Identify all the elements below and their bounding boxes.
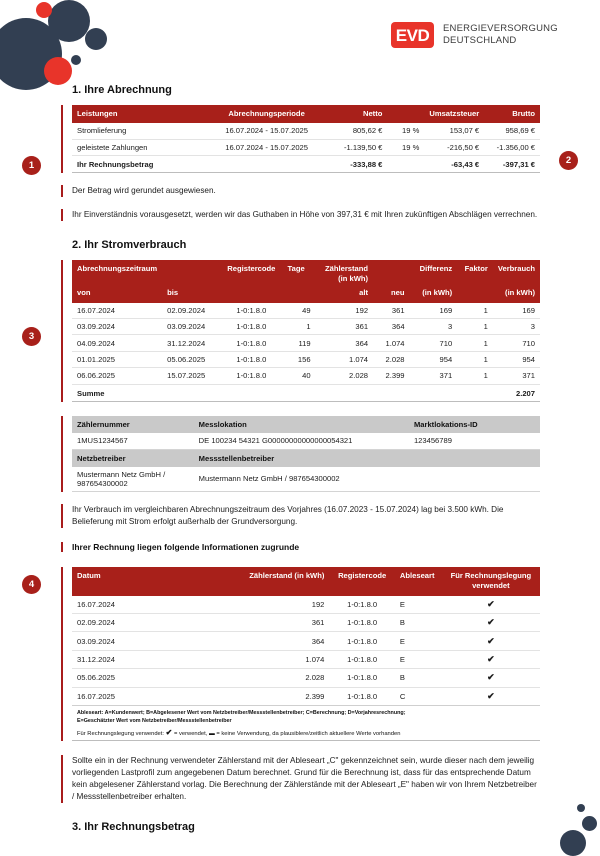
cell-marktlokations-id: 123456789 <box>409 433 540 449</box>
cell-registercode: 1-0:1.8.0 <box>329 650 395 668</box>
consumption-table-block <box>72 260 540 402</box>
cell-zaehlerstand: 1.074 <box>226 650 329 668</box>
bubble-red-medium <box>44 57 72 85</box>
bubble-red-small <box>36 2 52 18</box>
section-3-heading: 3. Ihr Rechnungsbetrag <box>72 820 195 833</box>
cell-zaehlernummer: 1MUS1234567 <box>72 433 194 449</box>
th-differenz-unit: (in kWh) <box>410 288 458 302</box>
bubble-dark-small <box>85 28 107 50</box>
cell-netto: -1.139,50 € <box>327 139 387 155</box>
cell-datum: 16.07.2025 <box>77 691 116 701</box>
table-row <box>72 467 540 492</box>
check-icon: ✔ <box>165 728 173 738</box>
readings-table-wrap <box>72 567 540 741</box>
consumption-table-wrap <box>72 260 540 402</box>
cell-alt: 361 <box>316 319 373 335</box>
table-row <box>72 596 540 614</box>
legend-usage-mid: = verwendet, <box>173 731 208 738</box>
cell-verbrauch: 710 <box>493 335 540 351</box>
cell-neu: 361 <box>373 303 410 319</box>
cell-neu: 1.074 <box>373 335 410 351</box>
cell-faktor: 1 <box>457 335 493 351</box>
th-bis: bis <box>162 288 220 302</box>
consumption-header-row-2 <box>72 288 540 302</box>
cell-ableseart: C <box>399 691 406 701</box>
cell-faktor: 1 <box>457 303 493 319</box>
cell-total-satz <box>387 156 424 173</box>
th-ableseart: Ableseart <box>395 567 442 596</box>
table-row <box>72 139 540 155</box>
cell-datum: 31.12.2024 <box>72 650 226 668</box>
cell-zaehlerstand: 2.399 <box>305 691 325 701</box>
cell-datum: 16.07.2024 <box>72 596 226 614</box>
cell-ableseart: E <box>395 596 442 614</box>
cell-neu: 2.028 <box>373 351 410 367</box>
th-von: von <box>72 288 162 302</box>
logo-wordmark <box>443 23 558 47</box>
dash-icon: ▬ <box>208 731 215 738</box>
cell-tage: 1 <box>283 319 316 335</box>
cell-registercode: 1-0:1.8.0 <box>329 669 395 687</box>
th-alt: alt <box>316 288 373 302</box>
cell-registercode: 1-0:1.8.0 <box>329 614 395 632</box>
section-1-note-2-block <box>72 209 540 221</box>
cell-von: 06.06.2025 <box>72 368 162 384</box>
cell-von: 03.09.2024 <box>72 319 162 335</box>
rounding-note: Der Betrag wird gerundet ausgewiesen. <box>72 186 216 196</box>
consumption-table <box>72 260 540 401</box>
cell-ust: 153,07 € <box>424 123 484 139</box>
cell-leistung: Stromlieferung <box>72 123 206 139</box>
th-zaehlerstand-2 <box>373 260 410 289</box>
logo-line-1: ENERGIEVERSORGUNG <box>443 23 558 35</box>
table-row <box>72 632 540 650</box>
cell-faktor: 1 <box>457 368 493 384</box>
cell-ableseart: B <box>395 614 442 632</box>
cell-bis: 15.07.2025 <box>162 368 220 384</box>
cell-tage: 40 <box>283 368 316 384</box>
cell-alt: 364 <box>316 335 373 351</box>
th-zaehlernummer: Zählernummer <box>72 416 194 433</box>
margin-marker-3: 3 <box>22 327 41 346</box>
section-1-block <box>72 105 540 173</box>
table-row <box>72 123 540 139</box>
bubble-dark-medium-br <box>582 816 597 831</box>
cell-registercode: 1-0:1.8.0 <box>347 691 378 701</box>
legend-usage-pre: Für Rechnungslegung verwendet: <box>77 731 165 738</box>
cell-alt: 192 <box>316 303 373 319</box>
cell-differenz: 710 <box>410 335 458 351</box>
cell-verbrauch: 169 <box>493 303 540 319</box>
cell-messstellenbetreiber: Mustermann Netz GmbH / 987654300002 <box>194 467 540 492</box>
cell-neu: 2.399 <box>373 368 410 384</box>
th-brutto: Brutto <box>484 105 540 123</box>
closing-note: Sollte ein in der Rechnung verwendeter Zählerstand mit der Ableseart „C" gekennzeichnet sein, wurde dieser nach dem jeweilig vorliegenden Lastprofil zum angegebenen Datum berechnet. Grund für die Berechnung ist, dass für das entsprechende Datum kein abgelesener Zählerstand vorlag. Die Berechnung der Zählerstände mit der Ableseart „E" haben wir von Ihrem Netzbetreiber / Messstellenbetreiber erhalten. <box>72 756 537 801</box>
consumption-sum-row <box>72 384 540 401</box>
readings-body <box>72 596 540 705</box>
th-abrechnungsperiode: Abrechnungsperiode <box>206 105 327 123</box>
cell-brutto: 958,69 € <box>484 123 540 139</box>
cell-differenz: 169 <box>410 303 458 319</box>
readings-legend <box>72 705 540 726</box>
table-row <box>72 303 540 319</box>
logo-line-2: DEUTSCHLAND <box>443 35 517 46</box>
th-netzbetreiber: Netzbetreiber <box>72 449 194 467</box>
readings-table-block <box>72 567 540 741</box>
margin-marker-4: 4 <box>22 575 41 594</box>
cell-von: 01.01.2025 <box>72 351 162 367</box>
bubble-dark-small-br <box>577 804 585 812</box>
th-datum: Datum <box>72 567 226 596</box>
readings-table <box>72 567 540 705</box>
cell-netzbetreiber: Mustermann Netz GmbH / 987654300002 <box>72 467 194 492</box>
prev-year-note-block <box>72 504 540 528</box>
readings-legend-usage <box>72 726 540 740</box>
th-zeitraum-2 <box>162 260 220 289</box>
th-blank-tage <box>283 288 316 302</box>
legend-line-2: E=Geschätzter Wert vom Netzbetreiber/Messstellenbetreiber <box>77 717 232 724</box>
th-leistungen: Leistungen <box>72 105 206 123</box>
cell-neu: 364 <box>373 319 410 335</box>
table-total-row <box>72 156 540 173</box>
previous-year-note: Ihr Verbrauch im vergleichbaren Abrechnungszeitraum des Vorjahres (16.07.2023 - 15.07.2024) lag bei 3.500 kWh. Die Belieferung mit Strom erfolgt außerhalb der Grundversorgung. <box>72 505 504 527</box>
cell-zaehlerstand: 192 <box>226 596 329 614</box>
logo-mark-icon <box>391 22 434 48</box>
check-icon: ✔ <box>442 596 540 614</box>
table-row <box>72 351 540 367</box>
company-logo <box>391 22 558 48</box>
cell-von: 16.07.2024 <box>72 303 162 319</box>
th-blank-reg <box>220 288 282 302</box>
margin-marker-1: 1 <box>22 156 41 175</box>
abrechnung-body <box>72 123 540 172</box>
closing-note-block <box>72 755 540 803</box>
meter-head-row-2 <box>72 449 540 467</box>
cell-datum: 03.09.2024 <box>72 632 226 650</box>
cell-bis: 05.06.2025 <box>162 351 220 367</box>
cell-verbrauch: 371 <box>493 368 540 384</box>
cell-differenz: 3 <box>410 319 458 335</box>
table-row <box>72 614 540 632</box>
th-differenz: Differenz <box>410 260 458 289</box>
readings-heading-block <box>72 542 540 552</box>
cell-total-brutto: -397,31 € <box>484 156 540 173</box>
cell-ableseart: B <box>395 669 442 687</box>
cell-leistung: geleistete Zahlungen <box>72 139 206 155</box>
cell-bis: 03.09.2024 <box>162 319 220 335</box>
meter-head-row-1 <box>72 416 540 433</box>
table-row <box>72 433 540 449</box>
cell-total-ust: -63,43 € <box>424 156 484 173</box>
cell-satz: 19 % <box>387 123 424 139</box>
cell-datum: 02.09.2024 <box>72 614 226 632</box>
section-1-heading: 1. Ihre Abrechnung <box>72 84 172 96</box>
cell-registercode: 1-0:1.8.0 <box>329 632 395 650</box>
th-verbrauch-unit: (in kWh) <box>493 288 540 302</box>
th-zaehlerstand: Zählerstand (in kWh) <box>316 260 373 289</box>
meter-info-table <box>72 416 540 493</box>
table-row <box>72 368 540 384</box>
cell-registercode: 1-0:1.8.0 <box>220 335 282 351</box>
th-faktor: Faktor <box>457 260 493 289</box>
cell-sum-value: 2.207 <box>493 384 540 401</box>
check-icon: ✔ <box>487 690 495 701</box>
cell-periode: 16.07.2024 - 15.07.2025 <box>206 139 327 155</box>
table-row <box>72 669 540 687</box>
th-zeitraum: Abrechnungszeitraum <box>72 260 162 289</box>
cell-tage: 49 <box>283 303 316 319</box>
cell-periode: 16.07.2024 - 15.07.2025 <box>206 123 327 139</box>
cell-verbrauch: 954 <box>493 351 540 367</box>
readings-subheading: Ihrer Rechnung liegen folgende Informationen zugrunde <box>72 542 300 553</box>
credit-note: Ihr Einverständnis vorausgesetzt, werden wir das Guthaben in Höhe von 397,31 € mit Ihren zukünftigen Abschlägen verrechnen. <box>72 210 538 220</box>
cell-satz: 19 % <box>387 139 424 155</box>
document-body <box>72 84 540 842</box>
bubble-dark-tiny <box>71 55 81 65</box>
cell-zaehlerstand: 364 <box>226 632 329 650</box>
cell-total-label: Ihr Rechnungsbetrag <box>72 156 206 173</box>
cell-faktor: 1 <box>457 319 493 335</box>
cell-bis: 31.12.2024 <box>162 335 220 351</box>
section-1-note-1-block <box>72 185 540 197</box>
bubble-dark-medium <box>48 0 90 42</box>
check-icon: ✔ <box>442 650 540 668</box>
cell-ableseart: E <box>395 632 442 650</box>
table-row <box>72 650 540 668</box>
th-satz <box>387 105 424 123</box>
table-row <box>72 687 540 705</box>
readings-header-row <box>72 567 540 596</box>
cell-verbrauch: 3 <box>493 319 540 335</box>
cell-registercode: 1-0:1.8.0 <box>220 351 282 367</box>
abrechnung-header-row <box>72 105 540 123</box>
legend-line-1: Ableseart: A=Kundenwert; B=Abgelesener Wert vom Netzbetreiber/Messstellenbetreiber; C=Berechnung; D=Vorjahresrechnung; <box>77 709 406 716</box>
th-messstellenbetreiber: Messstellenbetreiber <box>194 449 540 467</box>
th-messlokation: Messlokation <box>194 416 409 433</box>
cell-registercode: 1-0:1.8.0 <box>329 596 395 614</box>
cell-tage: 119 <box>283 335 316 351</box>
consumption-body <box>72 303 540 401</box>
cell-registercode: 1-0:1.8.0 <box>220 303 282 319</box>
th-tage: Tage <box>283 260 316 289</box>
cell-total-periode <box>206 156 327 173</box>
abrechnung-table <box>72 105 540 172</box>
check-icon: ✔ <box>442 669 540 687</box>
abrechnung-table-wrap <box>72 105 540 173</box>
cell-faktor: 1 <box>457 351 493 367</box>
cell-bis: 02.09.2024 <box>162 303 220 319</box>
cell-zaehlerstand: 361 <box>226 614 329 632</box>
th-registercode: Registercode <box>220 260 282 289</box>
th-netto: Netto <box>327 105 387 123</box>
check-icon: ✔ <box>442 632 540 650</box>
margin-marker-2: 2 <box>559 151 578 170</box>
cell-alt: 2.028 <box>316 368 373 384</box>
cell-brutto: -1.356,00 € <box>484 139 540 155</box>
cell-registercode: 1-0:1.8.0 <box>220 368 282 384</box>
th-umsatzsteuer: Umsatzsteuer <box>424 105 484 123</box>
logo-mark-text: EVD <box>395 25 430 45</box>
consumption-header-row-1 <box>72 260 540 289</box>
table-row <box>72 319 540 335</box>
bubble-dark-large-br <box>560 830 586 856</box>
cell-registercode: 1-0:1.8.0 <box>220 319 282 335</box>
cell-differenz: 954 <box>410 351 458 367</box>
check-icon: ✔ <box>442 614 540 632</box>
th-verbrauch: Verbrauch <box>493 260 540 289</box>
th-readings-registercode: Registercode <box>329 567 395 596</box>
cell-differenz: 371 <box>410 368 458 384</box>
cell-ust: -216,50 € <box>424 139 484 155</box>
cell-sum-label: Summe <box>72 384 493 401</box>
legend-usage-post: = keine Verwendung, da plausiblere/zeitlich aktuellere Werte vorhanden <box>216 731 401 738</box>
cell-ableseart: E <box>395 650 442 668</box>
cell-messlokation: DE 100234 54321 G00000000000000054321 <box>194 433 409 449</box>
table-row <box>72 335 540 351</box>
meter-info-block <box>72 416 540 493</box>
cell-zaehlerstand: 2.028 <box>226 669 329 687</box>
th-marktlokations-id: Marktlokations-ID <box>409 416 540 433</box>
cell-total-netto: -333,88 € <box>327 156 387 173</box>
cell-tage: 156 <box>283 351 316 367</box>
section-2-heading: 2. Ihr Stromverbrauch <box>72 238 187 251</box>
cell-von: 04.09.2024 <box>72 335 162 351</box>
bubble-dark-large <box>0 18 62 90</box>
cell-netto: 805,62 € <box>327 123 387 139</box>
th-zaehlerstand-kwh: Zählerstand (in kWh) <box>226 567 329 596</box>
th-fuer-rechnungslegung: Für Rechnungslegung verwendet <box>442 567 540 596</box>
cell-datum: 05.06.2025 <box>72 669 226 687</box>
th-blank-faktor <box>457 288 493 302</box>
cell-alt: 1.074 <box>316 351 373 367</box>
th-neu: neu <box>373 288 410 302</box>
